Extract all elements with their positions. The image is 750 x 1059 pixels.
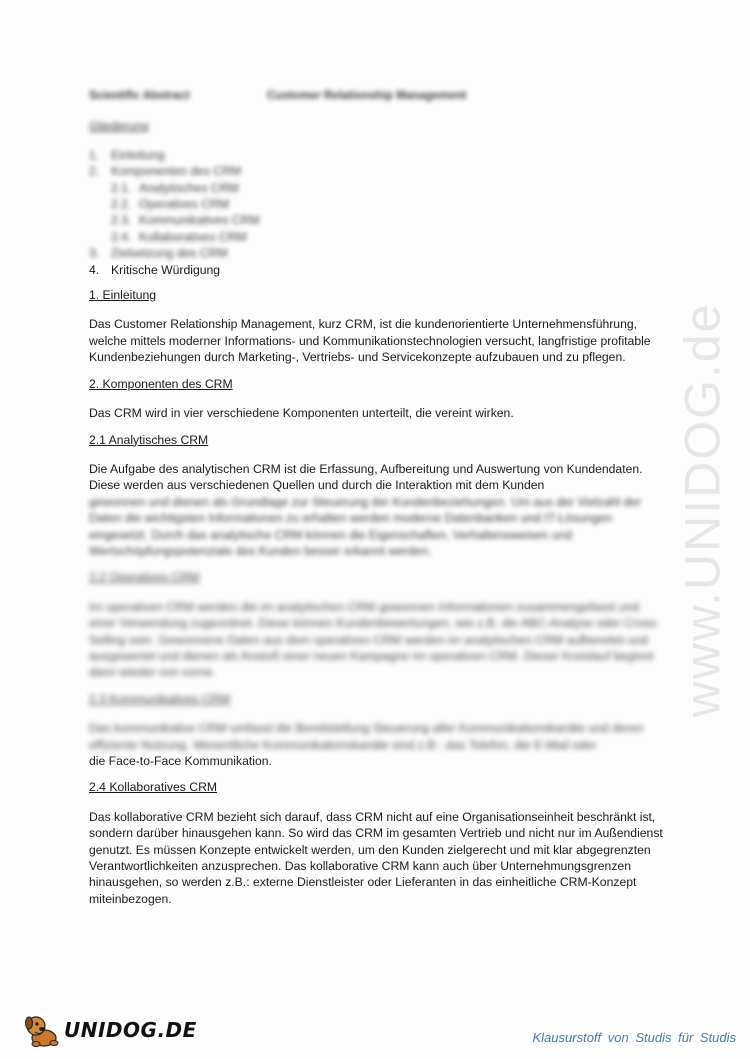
header-left: Scientific Abstract xyxy=(89,90,190,102)
toc-subitem: 2.1. Analytisches CRM xyxy=(111,180,239,195)
toc-item: 4. Kritische Würdigung xyxy=(89,262,221,277)
toc-subitem: 2.2. Operatives CRM xyxy=(111,197,230,212)
dog-mascot-icon xyxy=(22,1012,62,1048)
paragraph-einleitung: Das Customer Relationship Management, kurz CRM, ist die kundenorientierte Unternehmensführung, welche mittels moderner Informations- und Kommunikationstechnologien versucht, langfristige profitable Kundenbeziehungen durch Marketing-, Vertriebs- und Servicekonzepte aufzubauen und zu pflegen. xyxy=(89,317,651,365)
paragraph-analytisch: Die Aufgabe des analytischen CRM ist die Erfassung, Aufbereitung und Auswertung von Kundendaten. Diese werden aus verschiedenen Quellen und durch die Interaktion mit dem Kunden xyxy=(89,461,643,493)
footer-brand: UNIDOG.DE xyxy=(64,1018,197,1042)
section-title-kommunikativ: 2.3 Kommunikatives CRM xyxy=(89,691,230,706)
table-of-contents xyxy=(89,147,669,278)
section-title-einleitung: 1. Einleitung xyxy=(89,288,157,303)
paragraph-kommunikativ-blurred: Das kommunikative CRM umfasst die Bereitstellung Steuerung aller Kommunikationskanäle und deren effiziente Nutzung. Wesentliche Kommunikationskanäle sind z.B.: das Telefon, die E-Mail oder xyxy=(89,721,644,752)
document-content xyxy=(89,88,669,917)
section-title-komponenten: 2. Komponenten des CRM xyxy=(89,376,233,391)
paragraph-operativ: Im operativen CRM werden die im analytischen CRM gewonnen Informationen zusammengefasst und einer Verwendung zugeordnet. Diese können Kundenbewertungen, wie z.B. die ABC-Analyse oder Cross-Selling sein. Gewonnene Daten aus dem operativen CRM werden im analytischen CRM aufbereitet und ausgewertet und dienen als Anstoß einer neuen Kampagne im operativen CRM. Dieser Kreislauf beginnt dann wieder von vorne. xyxy=(89,599,661,680)
toc-subitem: 2.3. Kommunikatives CRM xyxy=(111,213,260,228)
document-header xyxy=(89,88,669,104)
section-title-operativ: 2.2 Operatives CRM xyxy=(89,570,200,585)
section-title-kollaborativ: 2.4 Kollaboratives CRM xyxy=(89,780,218,795)
toc-subitem: 2.4. Kollaboratives CRM xyxy=(111,229,247,244)
paragraph-komponenten: Das CRM wird in vier verschiedene Komponenten unterteilt, die vereint wirken. xyxy=(89,406,514,421)
footer-tagline: Klausurstoff von Studis für Studis xyxy=(532,1030,736,1045)
watermark-text: www.UNIDOG.de xyxy=(674,302,730,718)
section-title-analytisch: 2.1 Analytisches CRM xyxy=(89,432,209,447)
watermark xyxy=(662,280,742,740)
toc-heading: Gliederung xyxy=(89,119,149,134)
footer-logo xyxy=(22,1012,197,1048)
toc-item: 3. Zielsetzung des CRM xyxy=(89,246,228,261)
paragraph-kollaborativ: Das kollaborative CRM bezieht sich darauf, dass CRM nicht auf eine Organisationseinheit beschränkt ist, sondern darüber hinausgehen kann. So wird das CRM im gesamten Vertrieb und nicht nur im Außendienst genutzt. Es müssen Konzepte entwickelt werden, um den Kunden zielgerecht und mit klar abgegrenzten Verantwortlichkeiten anzusprechen. Das kollaborative CRM kann auch über Unternehmungsgrenzen hinausgehen, so werden z.B.: externe Dienstleister oder Lieferanten in das einheitliche CRM-Konzept miteinbezogen. xyxy=(89,809,663,906)
header-right: Customer Relationship Management xyxy=(267,90,467,102)
toc-item: 1. Einleitung xyxy=(89,147,165,162)
paragraph-kommunikativ: die Face-to-Face Kommunikation. xyxy=(89,754,272,768)
toc-item: 2. Komponenten des CRM xyxy=(89,164,242,179)
paragraph-analytisch-blurred: gewonnen und dienen als Grundlage zur Steuerung der Kundenbeziehungen. Um aus der Vielzahl der Daten die wichtigsten Informationen zu erhalten werden moderne Datenbanken und IT-Lösungen eingesetzt. Durch das analytische CRM können die Eigenschaften, Verhaltensweisen und Wertschöpfungspotenziale des Kunden besser erkannt werden. xyxy=(89,494,641,558)
